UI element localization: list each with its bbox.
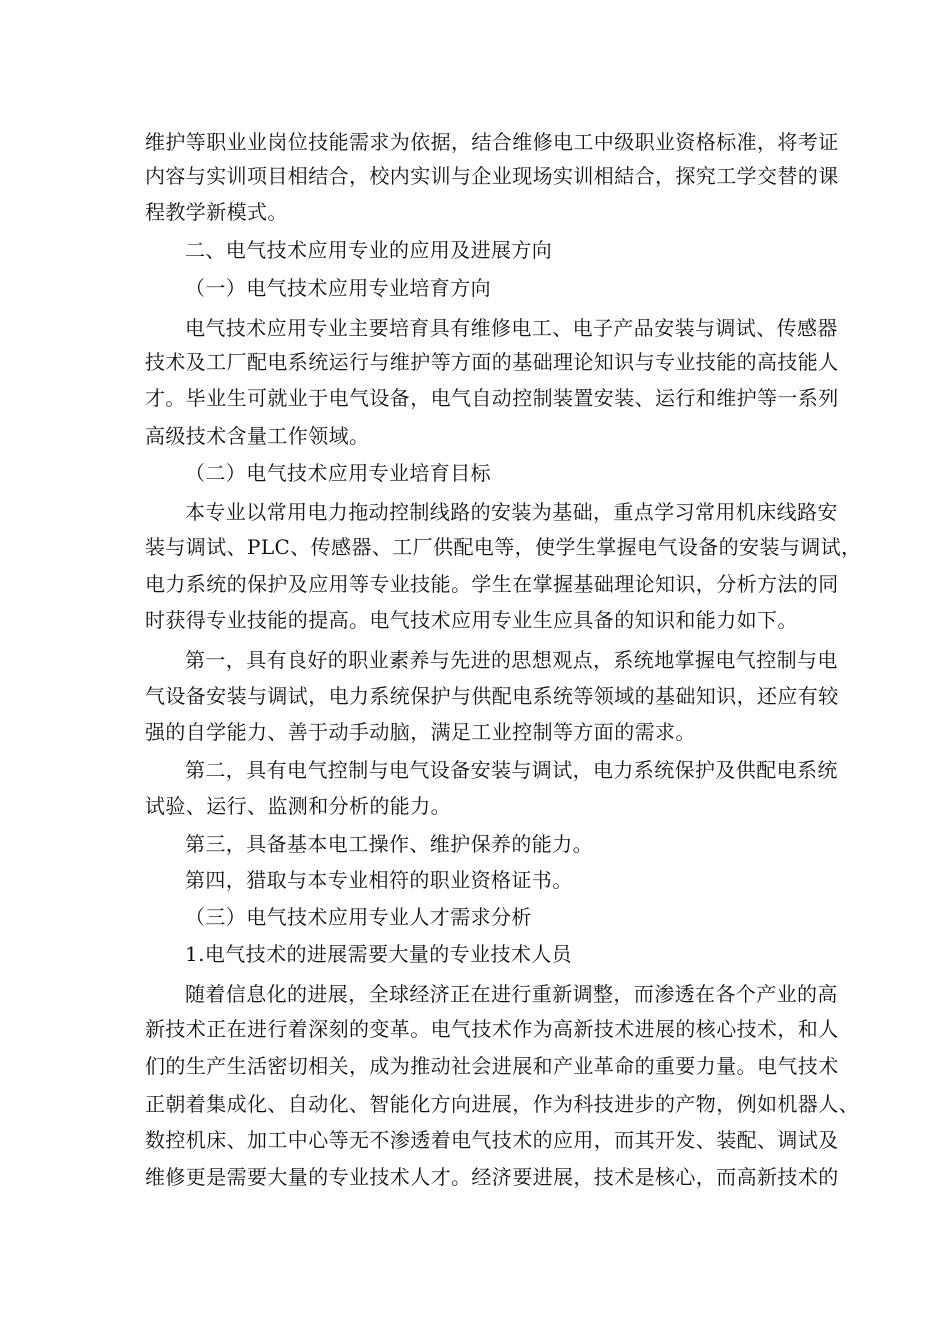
text-line: 们的生产生活密切相关，成为推动社会进展和产业革命的重要力量。电气技术 [145, 1054, 839, 1078]
text-line: 随着信息化的进展，全球经济正在进行重新调整，而渗透在各个产业的高 [185, 982, 838, 1006]
text-line: 才。毕业生可就业于电气设备，电气自动控制装置安装、运行和维护等一系列 [145, 386, 839, 410]
text-line: 强的自学能力、善于动手动脑，满足工业控制等方面的需求。 [145, 720, 696, 744]
text-line: 第一，具有良好的职业素养与先进的思想观点，系统地掌握电气控制与电 [185, 648, 838, 672]
text-line: 正朝着集成化、自动化、智能化方向进展，作为科技进步的产物，例如机器人、 [145, 1092, 859, 1116]
text-line: 装与调试、PLC、传感器、工厂供配电等，使学生掌握电气设备的安装与调试， [145, 535, 862, 559]
text-line: 本专业以常用电力拖动控制线路的安装为基础，重点学习常用机床线路安 [185, 500, 838, 524]
text-line: 电气技术应用专业主要培育具有维修电工、电子产品安装与调试、传感器 [185, 316, 838, 340]
text-line: 新技术正在进行着深刻的变革。电气技术作为高新技术进展的核心技术，和人 [145, 1017, 839, 1041]
text-line: 程教学新模式。 [145, 200, 288, 224]
text-line: 技术及工厂配电系统运行与维护等方面的基础理论知识与专业技能的高技能人 [145, 350, 839, 374]
text-line: 第二，具有电气控制与电气设备安装与调试，电力系统保护及供配电系统 [185, 758, 838, 782]
subsection-heading: （一）电气技术应用专业培育方向 [185, 276, 491, 300]
text-line: 气设备安装与调试，电力系统保护与供配电系统等领域的基础知识，还应有较 [145, 684, 839, 708]
text-line: 电力系统的保护及应用等专业技能。学生在掌握基础理论知识，分析方法的同 [145, 572, 839, 596]
section-heading: 二、电气技术应用专业的应用及进展方向 [185, 238, 553, 262]
text-line: 维护等职业业岗位技能需求为依据，结合维修电工中级职业资格标准，将考证 [145, 130, 839, 154]
text-line: 维修更是需要大量的专业技术人才。经济要进展，技术是核心，而高新技术的 [145, 1165, 839, 1189]
subsection-heading: （二）电气技术应用专业培育目标 [185, 461, 491, 485]
text-line: 高级技术含量工作领域。 [145, 424, 370, 448]
numbered-heading: 1.电气技术的进展需要大量的专业技术人员 [185, 942, 573, 966]
text-line: 第三，具备基本电工操作、维护保养的能力。 [185, 832, 593, 856]
text-line: 第四，猎取与本专业相符的职业资格证书。 [185, 868, 573, 892]
subsection-heading: （三）电气技术应用专业人才需求分析 [185, 905, 532, 929]
text-line: 内容与实训项目相结合，校内实训与企业现场实训相結合，探究工学交替的课 [145, 164, 839, 188]
text-line: 数控机床、加工中心等无不渗透着电气技术的应用，而其开发、装配、调试及 [145, 1128, 839, 1152]
text-line: 时获得专业技能的提高。电气技术应用专业生应具备的知识和能力如下。 [145, 608, 798, 632]
text-line: 试验、运行、监测和分析的能力。 [145, 794, 451, 818]
